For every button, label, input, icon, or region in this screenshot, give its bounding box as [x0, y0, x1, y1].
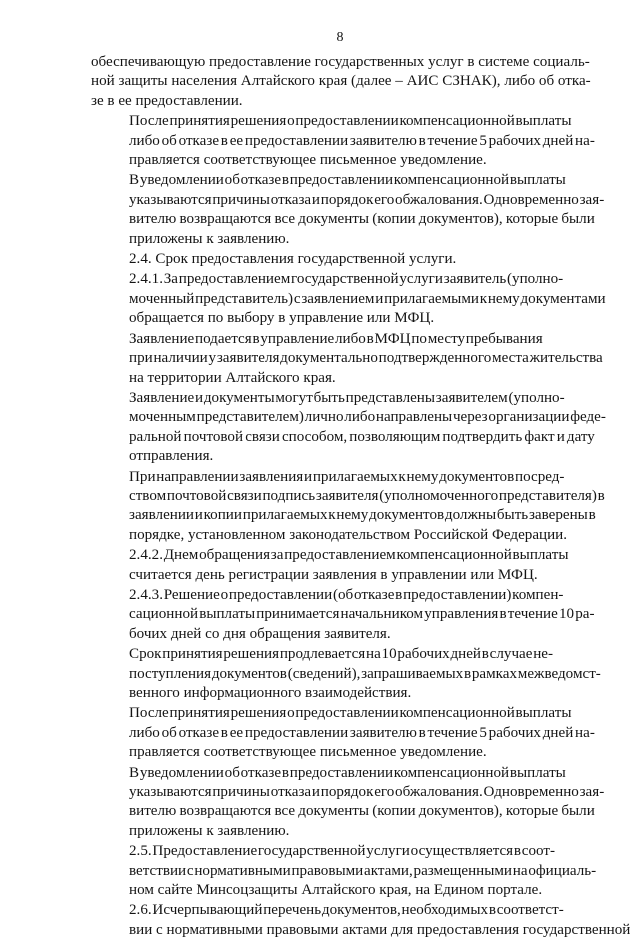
text-line: Срок принятия решения продлевается на 10 рабочих дней в случае не-	[129, 646, 554, 663]
paragraph-continuation	[91, 53, 595, 111]
text-line: правляется соответствующее письменное уведомление.	[129, 744, 487, 761]
text-line: отправления.	[129, 448, 214, 465]
text-line: обеспечивающую предоставление государственных услуг в системе социаль-	[91, 54, 590, 70]
text-line: ральной почтовой связи способом, позволяющим подтвердить факт и дату	[129, 428, 595, 445]
text-line: приложены к заявлению.	[129, 822, 290, 839]
text-line: указываются причины отказа и порядок его обжалования. Одновременно зая-	[129, 191, 605, 208]
text-line: либо об отказе в ее предоставлении заявителю в течение 5 рабочих дней на-	[129, 132, 595, 149]
paragraph-deadline-extension	[91, 645, 601, 703]
text-line: при наличии у заявителя документально подтвержденного места жительства	[129, 350, 603, 367]
text-line: Заявление подается в управление либо в МФЦ по месту пребывания	[129, 330, 543, 347]
text-line: вителю возвращаются все документы (копии документов), которые были	[129, 803, 595, 820]
paragraph-postal-submission	[91, 468, 605, 546]
text-line: ством почтовой связи подпись заявителя (уполномоченного представителя) в	[129, 487, 605, 504]
paragraph-submission-place	[91, 330, 603, 388]
text-line: указываются причины отказа и порядок его обжалования. Одновременно зая-	[129, 784, 605, 801]
paragraph-refusal-notice	[91, 171, 605, 249]
text-line: 2.4. Срок предоставления государственной услуги.	[129, 251, 457, 268]
text-line: 2.5. Предоставление государственной услуги осуществляется в соот-	[129, 843, 556, 860]
paragraph-notification	[91, 112, 595, 170]
text-line: приложены к заявлению.	[129, 230, 290, 247]
text-line: После принятия решения о предоставлении компенсационной выплаты	[129, 113, 572, 130]
text-line: 2.4.3. Решение о предоставлении (об отказе в предоставлении) компен-	[129, 586, 564, 603]
paragraph-notification-repeat	[91, 704, 595, 762]
text-line: Заявление и документы могут быть представлены заявителем (уполно-	[129, 389, 565, 406]
text-line: В уведомлении об отказе в предоставлении компенсационной выплаты	[129, 764, 566, 781]
text-line: обращается по выбору в управление или МФЦ.	[129, 310, 435, 327]
paragraph-submission-method	[91, 389, 606, 467]
text-line: моченный представитель) с заявлением и прилагаемыми к нему документами	[129, 290, 606, 307]
paragraph-2-5	[91, 842, 595, 900]
text-line: ном сайте Минсоцзащиты Алтайского края, на Едином портале.	[129, 882, 543, 899]
page-number: 8	[336, 30, 344, 45]
text-line: поступления документов (сведений), запрашиваемых в рамках межведомст-	[129, 665, 601, 682]
text-line: венного информационного взаимодействия.	[129, 685, 412, 701]
text-line: зе в ее предоставлении.	[91, 92, 243, 109]
text-line: считается день регистрации заявления в управлении или МФЦ.	[129, 566, 538, 583]
text-line: 2.4.1. За предоставлением государственной услуги заявитель (уполно-	[129, 271, 564, 288]
text-line last-line-justified: вии с нормативными правовыми актами для предоставления государственной	[129, 921, 631, 938]
text-line: В уведомлении об отказе в предоставлении компенсационной выплаты	[129, 172, 566, 189]
paragraph-2-6	[91, 901, 631, 940]
text-line: правляется соответствующее письменное уведомление.	[129, 152, 487, 169]
text-line: При направлении заявления и прилагаемых к нему документов посред-	[129, 468, 565, 485]
text-line: 2.4.2. Днем обращения за предоставлением компенсационной выплаты	[129, 547, 569, 564]
text-line: моченным представителем) лично либо направлены через организации феде-	[129, 409, 606, 426]
text-line: заявлении и копии прилагаемых к нему документов должны быть заверены в	[129, 507, 596, 524]
text-line: ной защиты населения Алтайского края (далее – АИС СЗНАК), либо об отка-	[91, 73, 591, 90]
text-line: ветствии с нормативными правовыми актами, размещенными на официаль-	[129, 862, 597, 879]
section-heading-2-4	[91, 250, 595, 269]
document-body	[91, 53, 631, 940]
text-line: После принятия решения о предоставлении компенсационной выплаты	[129, 705, 572, 722]
text-line: бочих дней со дня обращения заявителя.	[129, 625, 391, 642]
text-line: порядке, установленном законодательством Российской Федерации.	[129, 526, 568, 543]
text-line: либо об отказе в ее предоставлении заявителю в течение 5 рабочих дней на-	[129, 724, 595, 741]
paragraph-2-4-3	[91, 586, 595, 644]
paragraph-refusal-notice-repeat	[91, 764, 605, 842]
text-line: вителю возвращаются все документы (копии документов), которые были	[129, 211, 595, 228]
paragraph-2-4-2	[91, 546, 595, 585]
text-line: 2.6. Исчерпывающий перечень документов, необходимых в соответст-	[129, 902, 564, 919]
text-line: сационной выплаты принимается начальником управления в течение 10 ра-	[129, 606, 595, 623]
paragraph-2-4-1	[91, 270, 606, 328]
text-line: на территории Алтайского края.	[129, 369, 336, 386]
